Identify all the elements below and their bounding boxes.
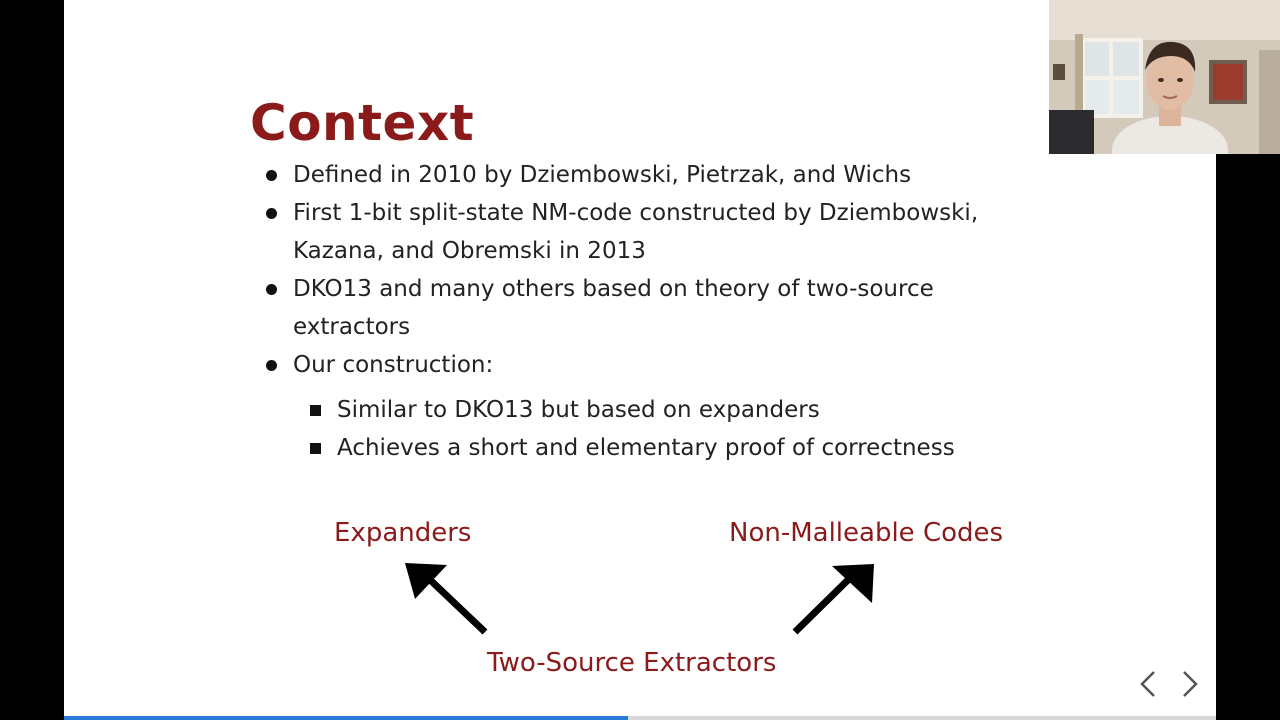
webcam-overlay [1049, 0, 1280, 154]
arrow-up-right-icon [795, 564, 874, 632]
diagram-label-non-malleable-codes: Non-Malleable Codes [729, 518, 1004, 548]
diagram-label-two-source-extractors: Two-Source Extractors [487, 648, 777, 678]
presentation-slide [64, 0, 1216, 720]
video-progress-bar[interactable] [64, 716, 1216, 720]
bullet-dot-icon [266, 208, 277, 219]
bullet-square-icon [310, 405, 321, 416]
bullet-dot-icon [266, 170, 277, 181]
arrow-up-left-icon [405, 563, 485, 632]
chevron-right-icon [1174, 664, 1208, 704]
sub-bullet-item [293, 429, 1044, 467]
diagram-label-expanders: Expanders [334, 518, 472, 548]
bullet-item [264, 346, 1044, 467]
bullet-dot-icon [266, 284, 277, 295]
chevron-left-icon [1130, 664, 1164, 704]
presenter-video-icon [1049, 0, 1280, 154]
bullet-item [264, 270, 1044, 346]
bullet-list [264, 156, 1044, 467]
bullet-text: DKO13 and many others based on theory of two-source extractors [293, 276, 934, 340]
bullet-text: First 1-bit split-state NM-code constructed by Dziembowski, Kazana, and Obremski in 2013 [293, 200, 979, 264]
slide-title: Context [250, 94, 475, 152]
bullet-square-icon [310, 443, 321, 454]
bullet-item [264, 156, 1044, 194]
bullet-text: Our construction: [293, 352, 494, 378]
sub-bullet-text: Achieves a short and elementary proof of correctness [337, 435, 955, 461]
sub-bullet-list [293, 391, 1044, 467]
video-progress-fill [64, 716, 628, 720]
previous-slide-button[interactable] [1130, 664, 1164, 704]
sub-bullet-item [293, 391, 1044, 429]
next-slide-button[interactable] [1174, 664, 1208, 704]
bullet-item [264, 194, 1044, 270]
sub-bullet-text: Similar to DKO13 but based on expanders [337, 397, 820, 423]
bullet-text: Defined in 2010 by Dziembowski, Pietrzak, and Wichs [293, 162, 912, 188]
bullet-dot-icon [266, 360, 277, 371]
